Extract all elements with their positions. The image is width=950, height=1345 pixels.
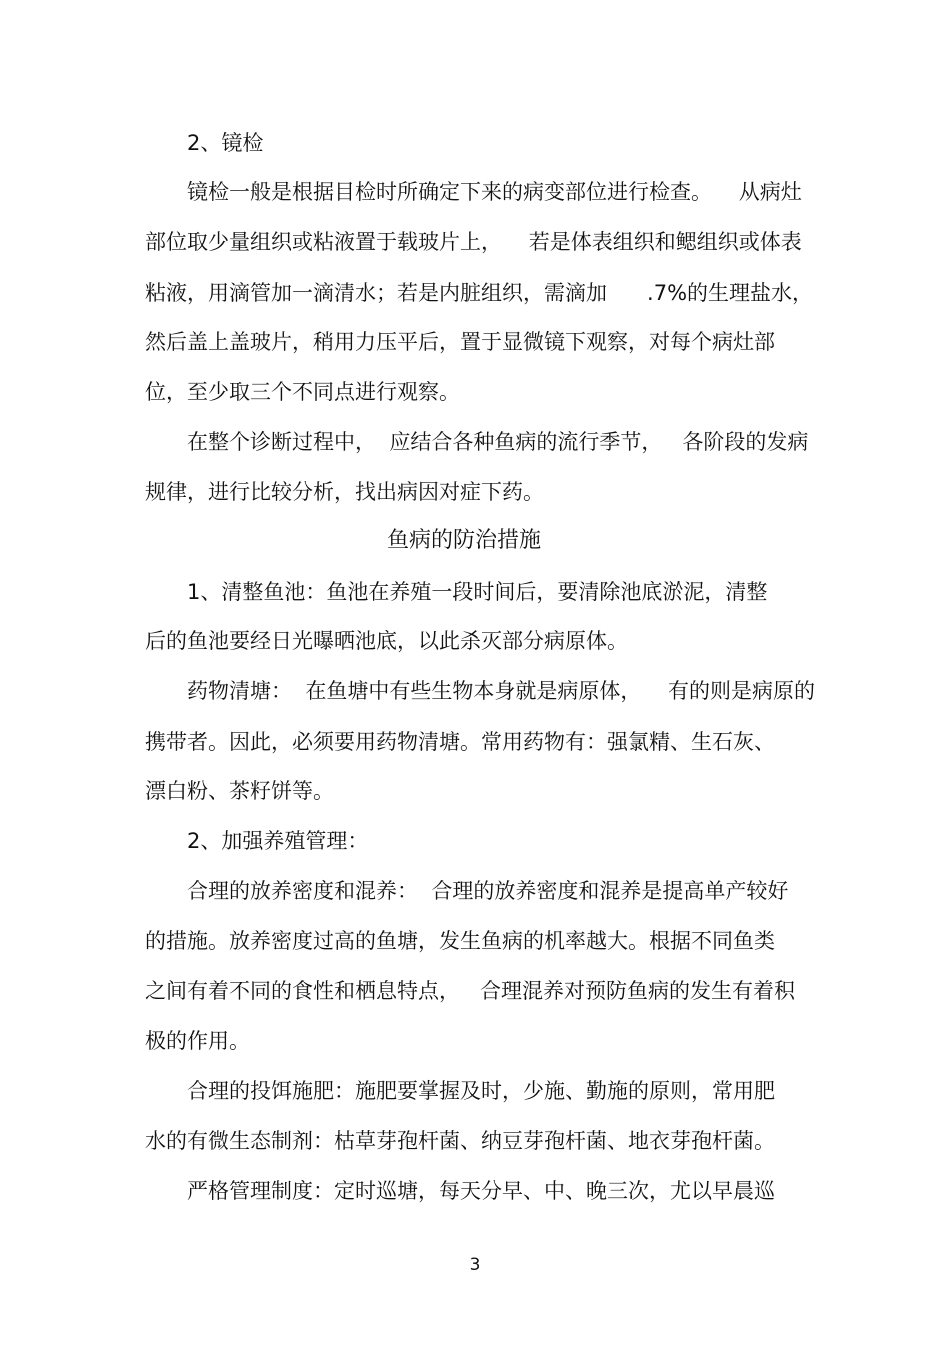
- paragraph-line: 合理的放养密度和混养： 合理的放养密度和混养是提高单产较好: [187, 879, 789, 903]
- paragraph-line: 粘液，用滴管加一滴清水；若是内脏组织，需滴加 .7%的生理盐水，: [145, 281, 814, 305]
- paragraph-line: 部位取少量组织或粘液置于载玻片上， 若是体表组织和鳃组织或体表: [145, 230, 802, 254]
- subheading-management: 2、加强养殖管理：: [187, 829, 369, 853]
- page-number: 3: [469, 1255, 481, 1275]
- paragraph-line: 漂白粉、茶籽饼等。: [145, 779, 334, 803]
- paragraph-line: 极的作用。: [145, 1029, 250, 1053]
- paragraph-line: 在整个诊断过程中， 应结合各种鱼病的流行季节， 各阶段的发病: [187, 430, 809, 454]
- paragraph-line: 合理的投饵施肥：施肥要掌握及时，少施、勤施的原则，常用肥: [187, 1079, 775, 1103]
- paragraph-line: 携带者。因此，必须要用药物清塘。常用药物有：强氯精、生石灰、: [145, 730, 775, 754]
- paragraph-line: 1、清整鱼池：鱼池在养殖一段时间后，要清除池底淤泥，清整: [187, 580, 768, 604]
- paragraph-line: 严格管理制度：定时巡塘，每天分早、中、晚三次，尤以早晨巡: [187, 1179, 775, 1203]
- paragraph-line: 的措施。放养密度过高的鱼塘，发生鱼病的机率越大。根据不同鱼类: [145, 929, 775, 953]
- paragraph-line: 然后盖上盖玻片，稍用力压平后，置于显微镜下观察，对每个病灶部: [145, 330, 775, 354]
- paragraph-line: 规律，进行比较分析，找出病因对症下药。: [145, 480, 544, 504]
- subheading-microscopy: 2、镜检: [187, 131, 264, 155]
- section-heading: 鱼病的防治措施: [387, 528, 542, 553]
- paragraph-line: 之间有着不同的食性和栖息特点， 合理混养对预防鱼病的发生有着积: [145, 979, 796, 1003]
- paragraph-line: 镜检一般是根据目检时所确定下来的病变部位进行检查。 从病灶: [187, 180, 802, 204]
- paragraph-line: 后的鱼池要经日光曝晒池底，以此杀灭部分病原体。: [145, 629, 628, 653]
- paragraph-line: 药物清塘： 在鱼塘中有些生物本身就是病原体， 有的则是病原的: [187, 679, 816, 703]
- paragraph-line: 位，至少取三个不同点进行观察。: [145, 380, 460, 404]
- paragraph-line: 水的有微生态制剂：枯草芽孢杆菌、纳豆芽孢杆菌、地衣芽孢杆菌。: [145, 1129, 775, 1153]
